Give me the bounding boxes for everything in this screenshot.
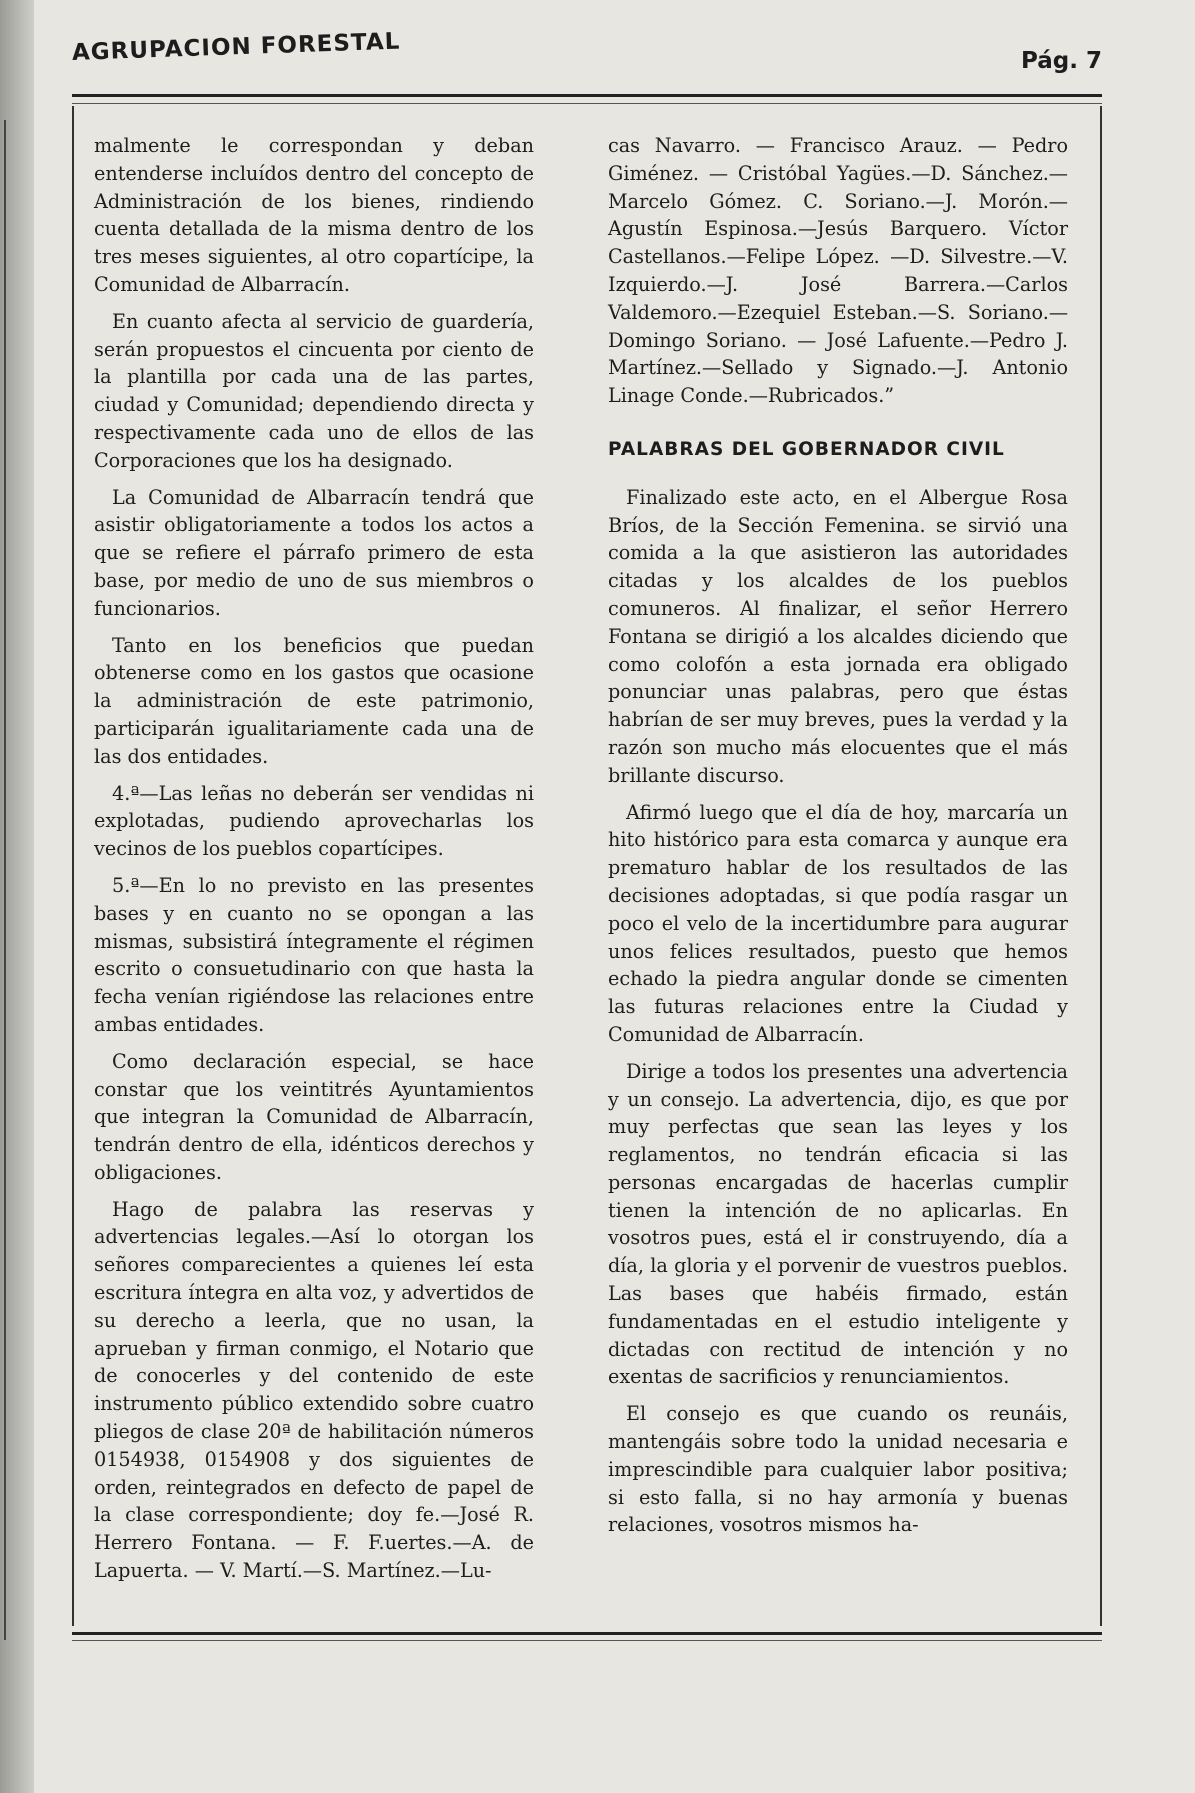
right-paragraph: El consejo es que cuando os reunáis, mantengáis sobre todo la unidad necesaria e imprescindible para cualquier labor positiva; si esto falla, si no hay armonía y buenas relaciones, vosotros mismos ha- bbox=[608, 1402, 1068, 1537]
top-rule-thin bbox=[72, 103, 1102, 104]
left-paragraph: Como declaración especial, se hace constar que los veintitrés Ayuntamientos que integran la Comunidad de Albarracín, tendrán dentro de ella, idénticos derechos y obligaciones. bbox=[94, 1049, 534, 1184]
right-paragraph: Finalizado este acto, en el Albergue Rosa Bríos, de la Sección Femenina. se sirvió una comida a la que asistieron las autoridades citadas y los alcaldes de los pueblos comuneros. Al finalizar, el señor Herrero Fontana se dirigió a los alcaldes diciendo que como colofón a esta jornada era obligado ponunciar unas palabras, pero que éstas habrían de ser muy breves, pues la verdad y la razón son mucho más elocuentes que el más brillante discurso. bbox=[608, 485, 1068, 787]
page-header bbox=[72, 30, 1102, 82]
right-paragraph: Afirmó luego que el día de hoy, marcaría un hito histórico para esta comarca y aunque era prematuro hablar de los resultados de las decisiones adoptadas, si que podía rasgar un poco el velo de la incertidumbre para augurar unos felices resultados, puesto que hemos echado la piedra angular donde se cimenten las futuras relaciones entre la Ciudad y Comunidad de Albarracín. bbox=[608, 800, 1068, 1046]
left-paragraph: Hago de palabra las reservas y advertencias legales.—Así lo otorgan los señores comparecientes a quienes leí esta escritura íntegra en alta voz, y advertidos de su derecho a leerla, que no usan, la aprueban y firman conmigo, el Notario que de conocerles y del contenido de este instrumento público extendido sobre cuatro pliegos de clase 20ª de habilitación números 0154938, 0154908 y dos siguientes de orden, reintegrados en defecto de papel de la clase correspondiente; doy fe.—José R. Herrero Fontana. — F. F.uertes.—A. de Lapuerta. — V. Martí.—S. Martínez.—Lu- bbox=[94, 1197, 534, 1583]
left-paragraph: La Comunidad de Albarracín tendrá que asistir obligatoriamente a todos los actos a que se refiere el párrafo primero de esta base, por medio de uno de sus miembros o funcionarios. bbox=[94, 485, 534, 620]
base-4-paragraph: 4.ª—Las leñas no deberán ser vendidas ni explotadas, pudiendo aprovecharlas los vecinos de los pueblos copartícipes. bbox=[94, 781, 534, 861]
previous-page-rule bbox=[4, 120, 6, 1640]
left-paragraph: En cuanto afecta al servicio de guardería, serán propuestos el cincuenta por ciento de la plantilla por cada una de las partes, ciudad y Comunidad; dependiendo directa y respectivamente cada uno de ellos de las Corporaciones que los ha designado. bbox=[94, 309, 534, 472]
bottom-rule bbox=[72, 1632, 1102, 1635]
previous-page-edge bbox=[0, 0, 34, 1793]
publication-title: AGRUPACION FORESTAL bbox=[71, 28, 401, 66]
left-paragraph: Tanto en los beneficios que puedan obtenerse como en los gastos que ocasione la administración de este patrimonio, participarán igualitariamente cada una de las dos entidades. bbox=[94, 633, 534, 768]
right-column bbox=[608, 132, 1068, 1548]
signatures-paragraph: cas Navarro. — Francisco Arauz. — Pedro Giménez. — Cristóbal Yagües.—D. Sánchez.—Marcelo Gómez. C. Soriano.—J. Morón.—Agustín Espinosa.—Jesús Barquero. Víctor Castellanos.—Felipe López. —D. Silvestre.—V. Izquierdo.—J. José Barrera.—Carlos Valdemoro.—Ezequiel Esteban.—S. Soriano.—Domingo Soriano. — José Lafuente.—Pedro J. Martínez.—Sellado y Signado.—J. Antonio Linage Conde.—Rubricados.” bbox=[608, 134, 1068, 408]
left-paragraph: malmente le correspondan y deban entenderse incluídos dentro del concepto de Administración de los bienes, rindiendo cuenta detallada de la misma dentro de los tres meses siguientes, al otro copartícipe, la Comunidad de Albarracín. bbox=[94, 134, 534, 296]
bottom-rule-thin bbox=[72, 1640, 1102, 1641]
left-column bbox=[94, 132, 534, 1594]
page-number: Pág. 7 bbox=[1021, 48, 1102, 74]
top-rule bbox=[72, 94, 1102, 97]
section-title: PALABRAS DEL GOBERNADOR CIVIL bbox=[608, 438, 1005, 460]
base-5-paragraph: 5.ª—En lo no previsto en las presentes bases y en cuanto no se opongan a las mismas, subsistirá íntegramente el régimen escrito o consuetudinario con que hasta la fecha venían rigiéndose las relaciones entre ambas entidades. bbox=[94, 873, 534, 1036]
right-paragraph: Dirige a todos los presentes una advertencia y un consejo. La advertencia, dijo, es que por muy perfectas que sean las leyes y los reglamentos, no tendrán eficacia si las personas encargadas de hacerlas cumplir tienen la intención de no aplicarlas. En vosotros pues, está el ir construyendo, día a día, la gloria y el porvenir de vuestros pueblos. Las bases que habéis firmado, están fundamentadas en el estudio inteligente y dictadas con rectitud de intención y no exentas de sacrificios y renunciamientos. bbox=[608, 1059, 1068, 1389]
